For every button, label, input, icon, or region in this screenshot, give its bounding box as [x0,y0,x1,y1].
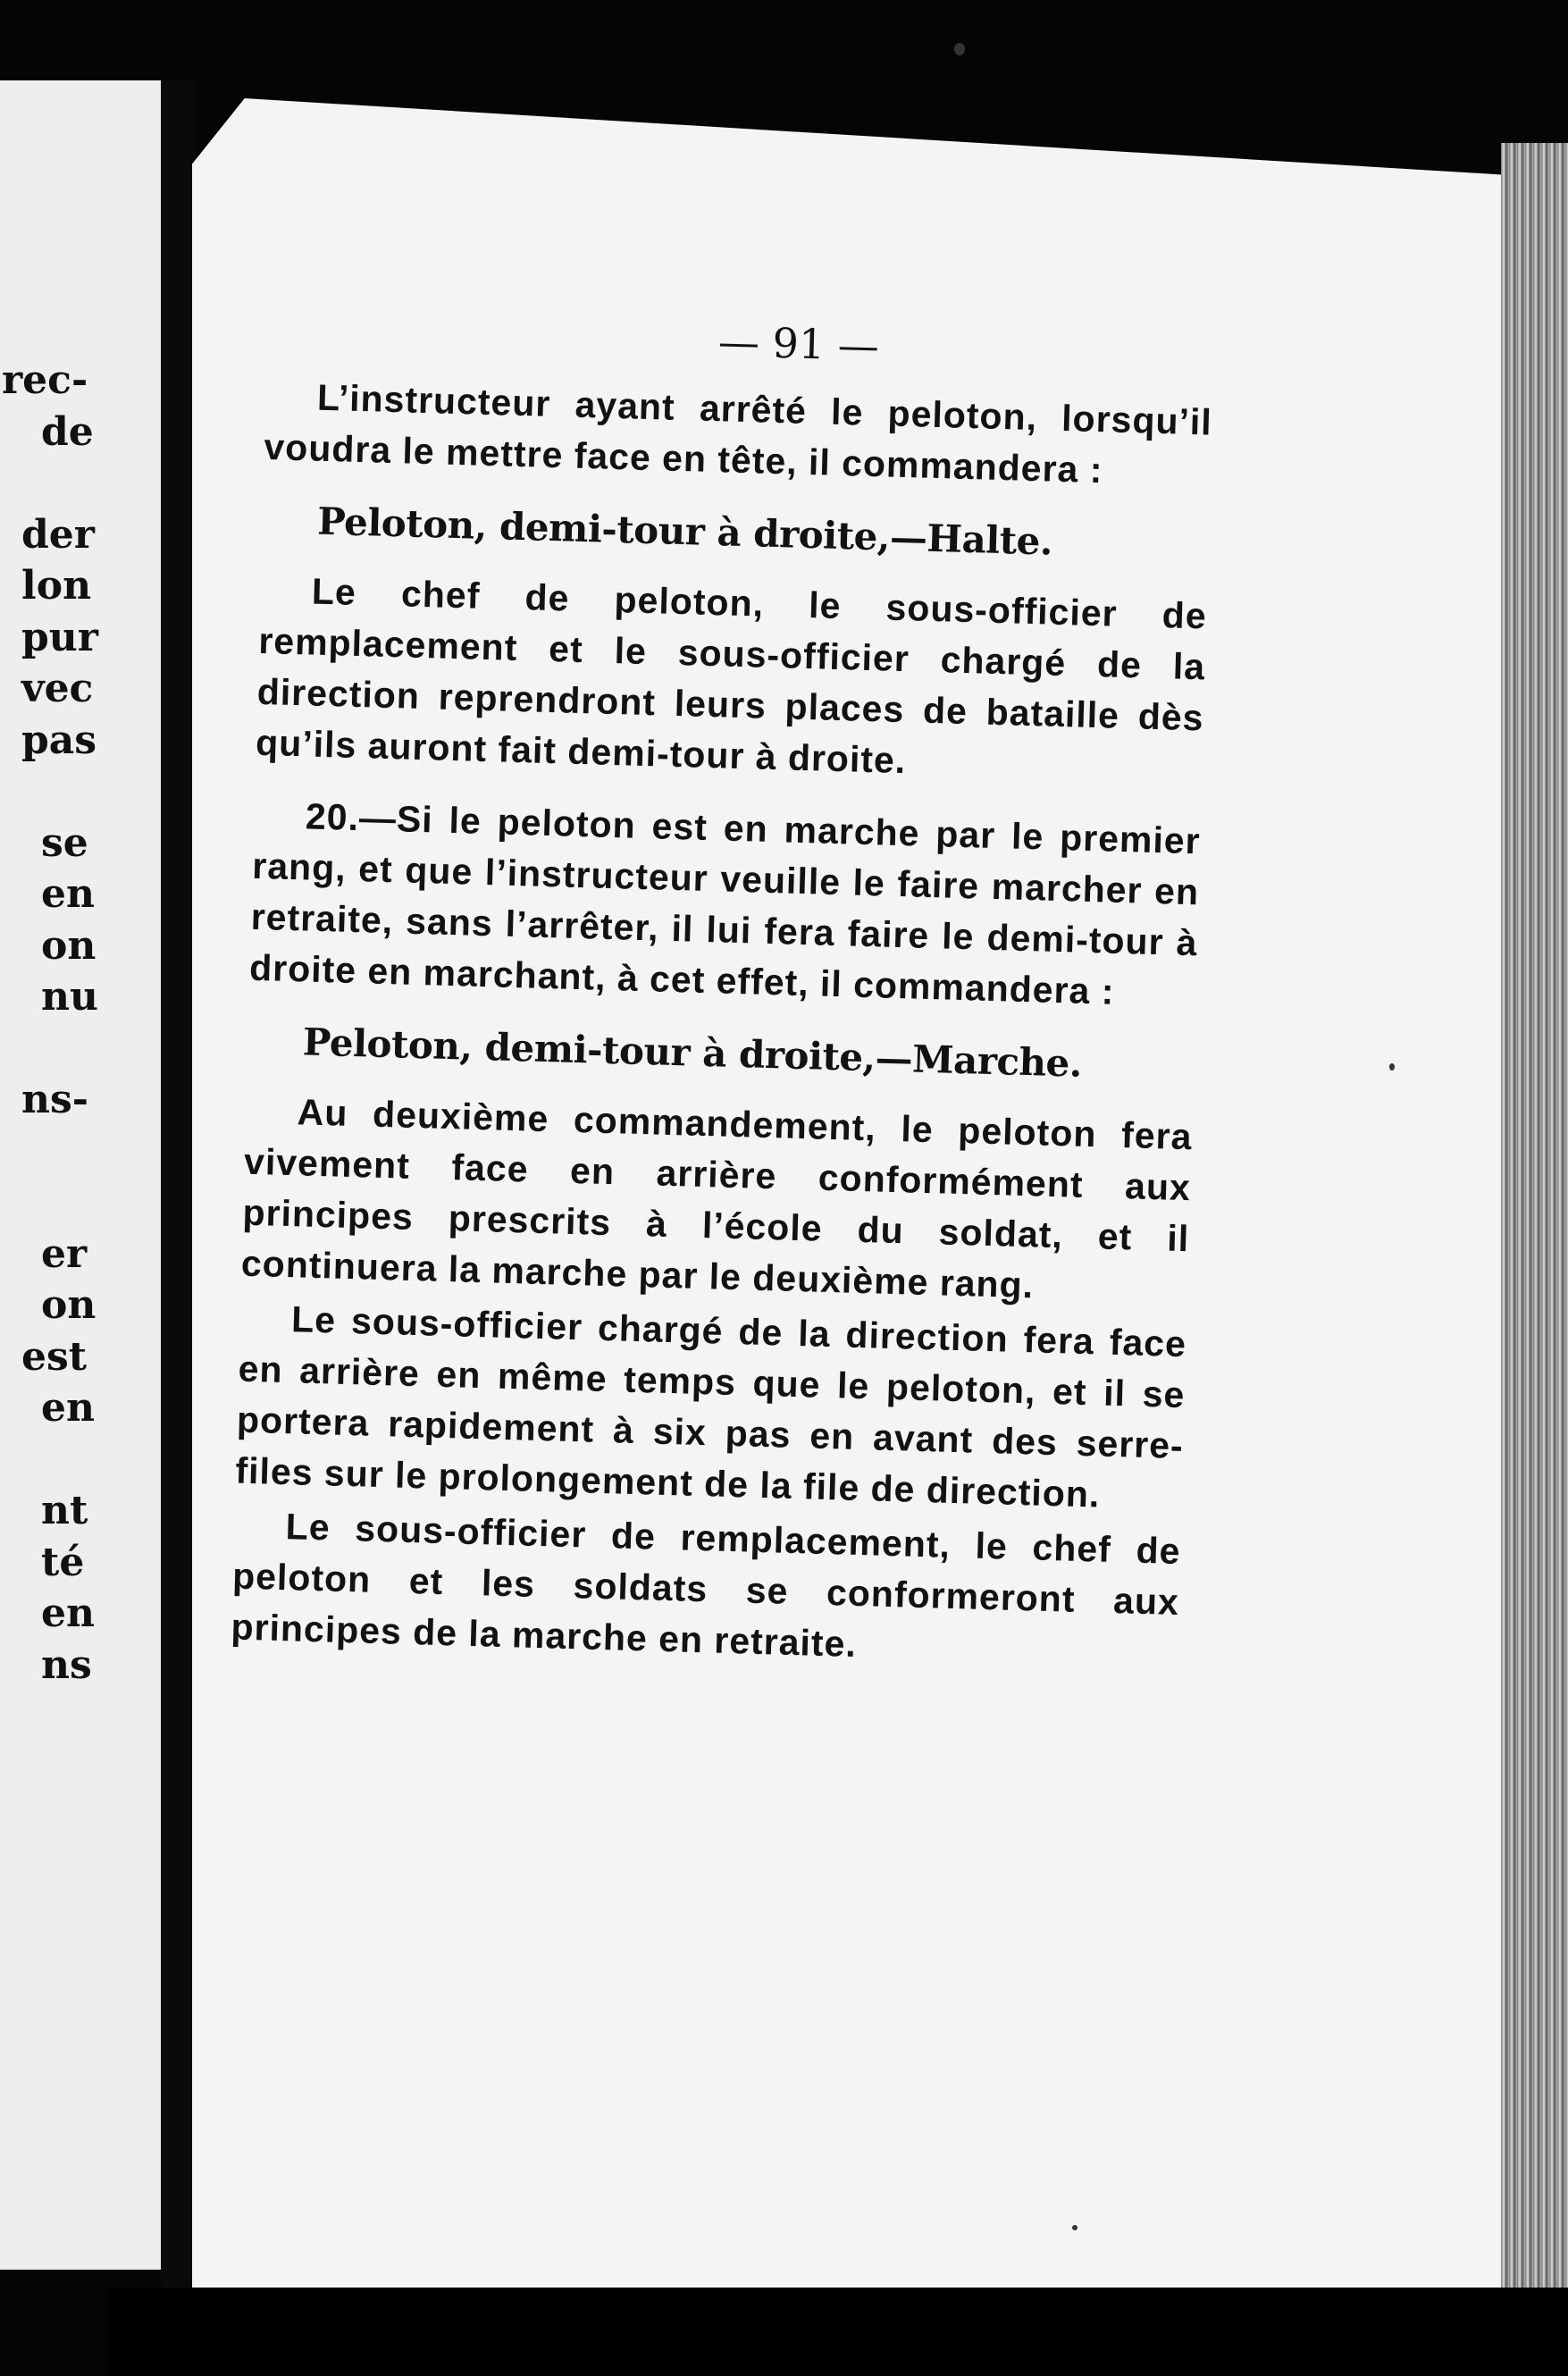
paragraph-4: Au deuxième commandement, le peloton fera vivement face en arrière conformément aux principes prescrits à l’école du soldat, et il continuera la marche par le deuxième rang. [240,1091,1194,1306]
paragraph-5: Le sous-officier chargé de la direction fera face en arrière en même temps que le peloton, et il se portera rapidement à six pas en avant des serre-files sur le prolongement de la file de direction. [234,1298,1187,1515]
command-marche: Peloton, demi-tour à droite,—Marche. [302,1020,1083,1086]
left-page-fragment: rec- [2,357,88,403]
left-page-fragment: pur [21,614,98,660]
page-edge-stack [1501,143,1568,2288]
book-gutter [161,80,197,2296]
left-page-fragment: en [41,1591,95,1636]
paragraph-6: Le sous-officier de remplacement, le chef de peloton et les soldats se conformeront aux principes de la marche en retraite. [231,1506,1182,1665]
dust-speck [954,43,965,55]
bottom-shadow [107,2288,1568,2376]
paragraph-1: L’instructeur ayant arrêté le peloton, lorsqu’il voudra le mettre face en tête, il commandera : [263,376,1213,491]
page-number: — 91 — [717,317,880,371]
left-page-fragment: nt [41,1488,88,1533]
left-page-fragment: est [21,1333,88,1380]
left-page-fragment: vec [21,666,94,711]
left-page-fragment: en [41,1385,95,1431]
left-page-fragment: nu [41,974,98,1020]
dust-speck [1389,1063,1395,1070]
paragraph-3: 20.—Si le peloton est en marche par le premier rang, et que l’instructeur veuille le faire marcher en retraite, sans l’arrêter, il lui fera faire le demi-tour à droite en marchant, à cet effet, il commandera : [248,795,1202,1012]
left-page-fragment: on [41,1282,96,1328]
left-page-fragment: en [41,871,95,917]
left-page-fragment: se [41,819,88,866]
left-page-fragment: ns- [21,1077,89,1122]
left-page-fragment: lon [21,563,92,609]
left-page-fragment: de [41,408,94,455]
left-page-fragment: on [41,922,96,969]
page-content [231,304,1215,1683]
left-page-fragment: der [21,511,95,558]
left-page-fragment: pas [21,717,97,763]
paragraph-2: Le chef de peloton, le sous-officier de remplacement et le sous-officier chargé de la direction reprendront leurs places de bataille dès qu’ils auront fait demi-tour à droite. [255,570,1208,782]
left-page-fragment: er [41,1230,88,1277]
left-page-fragment: té [41,1539,85,1585]
left-page-fragment: ns [41,1641,92,1688]
command-halte: Peloton, demi-tour à droite,—Halte. [316,499,1053,564]
dust-speck [1072,2225,1077,2230]
